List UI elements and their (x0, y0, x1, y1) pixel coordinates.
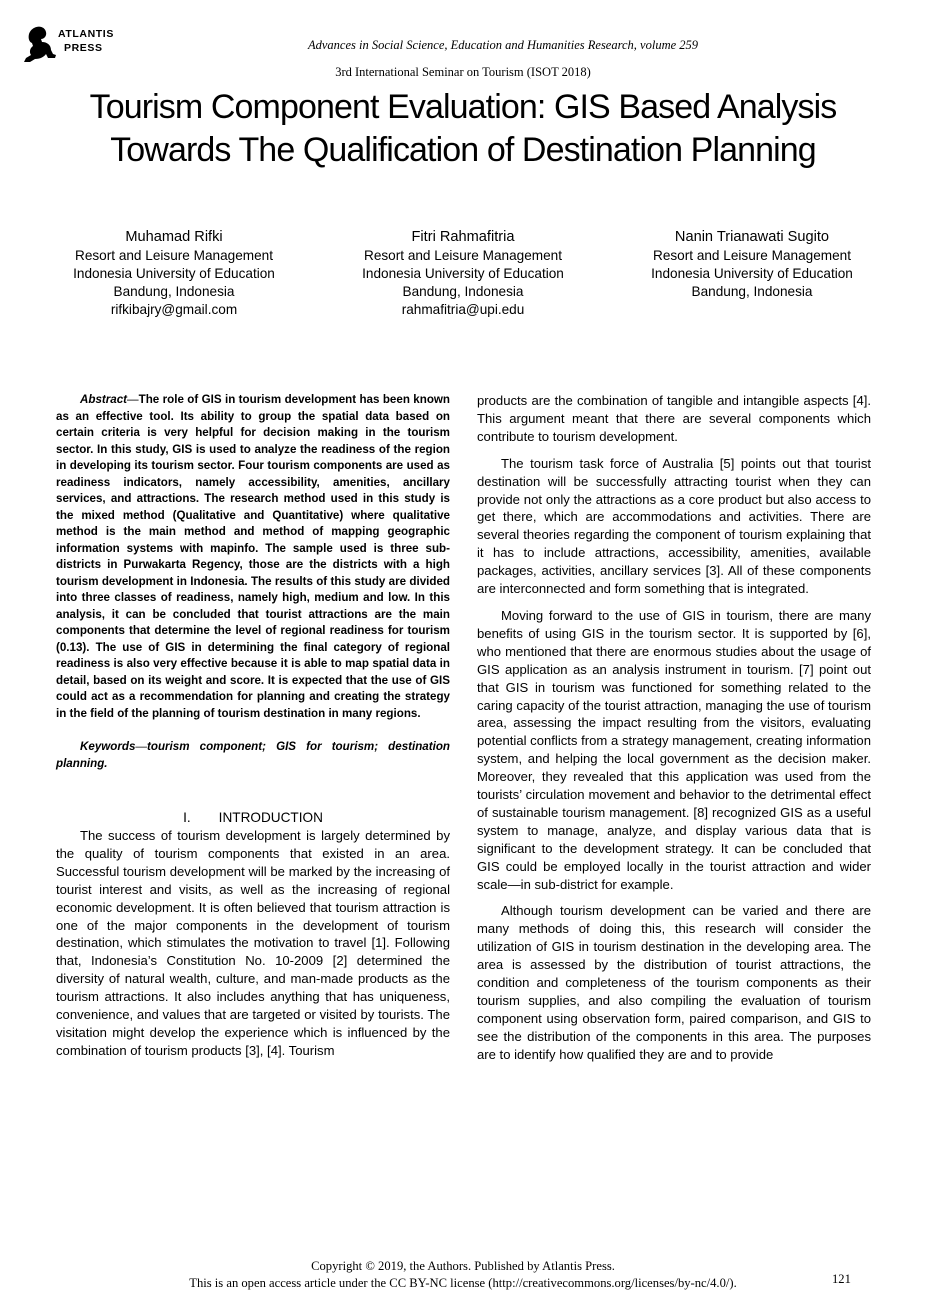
left-column (56, 392, 450, 1060)
page-number: 121 (832, 1272, 851, 1286)
logo-line-2: PRESS (64, 42, 103, 54)
author-university: Indonesia University of Education (651, 266, 853, 281)
body-paragraph: The success of tourism development is largely determined by the quality of tourism components that existed in an area. Successful tourism development will be marked by the increasing of tourist interest and visits, as well as the increasing of regional economic development. It is often believed that tourism attraction is one of the major components in the development of tourism destination, which stimulates the motivation to travel [1]. Following that, Indonesia’s Constitution No. 10-2009 [2] determined the diversity of natural wealth, culture, and man-made products as the tourism attractions. It also includes anything that has uniqueness, convenience, and values that are targeted or visited by tourists. The visitation might develop the experience which is influenced by the combination of tourism products [3], [4]. Tourism (56, 828, 450, 1058)
page-footer (0, 1258, 926, 1291)
section-heading (56, 809, 450, 827)
title-line-1: Tourism Component Evaluation: GIS Based Analysis (89, 88, 837, 126)
logo-line-1: ATLANTIS (58, 28, 114, 40)
author-department: Resort and Leisure Management (653, 248, 851, 263)
keywords-label: Keywords (80, 740, 136, 753)
author-department: Resort and Leisure Management (75, 248, 273, 263)
keywords (56, 739, 450, 772)
keywords-dash: — (135, 740, 148, 753)
abstract-text: The role of GIS in tourism development has been known as an effective tool. Its ability to group the spatial data based on certain criteria is very helpful for decision making in the tourism sector. In this study, GIS is used to analyze the readiness of the region in developing its tourism sector. Four tourism components are used as readiness indicators, namely accessibility, amenities, ancillary services, and attractions. The research method used in this study is the mixed method (Qualitative and Quantitative) where qualitative method is the main method and method of mapping geographic information systems with mapinfo. The sample used is three sub-districts in Purwakarta Regency, those are the districts with a high tourism development in Indonesia. The results of this study are divided into three classes of readiness, namely high, medium and low. In this analysis, it can be concluded that tourist attractions are the main components that determine the level of regional readiness for tourism (0.13). The use of GIS in determining the final category of regional readiness is also very effective because it is able to map spatial data in detail, based on its weight and score. It is expected that the use of GIS could act as a recommendation for planning and creating the strategy in the field of the planning of tourism destination in many regions. (56, 393, 450, 720)
author-university: Indonesia University of Education (73, 266, 275, 281)
author-block-1 (44, 228, 304, 319)
author-city: Bandung, Indonesia (691, 284, 813, 299)
abstract-dash: — (127, 393, 139, 406)
abstract-label: Abstract (80, 393, 128, 406)
title-line-2: Towards The Qualification of Destination Planning (110, 131, 816, 169)
license-line: This is an open access article under the CC BY-NC license (http://creativecommons.org/licenses/by-nc/4.0/). (189, 1275, 737, 1290)
journal-name: Advances in Social Science, Education and Humanities Research, volume 259 (307, 38, 699, 52)
author-name: Fitri Rahmafitria (411, 229, 515, 245)
author-email: rifkibajry@gmail.com (110, 302, 238, 317)
author-department: Resort and Leisure Management (364, 248, 562, 263)
author-city: Bandung, Indonesia (113, 284, 235, 299)
section-number: I. (183, 810, 191, 825)
author-block-3 (622, 228, 882, 301)
body-paragraph: The tourism task force of Australia [5] points out that tourist destination will be successfully attracting tourist when they can provide not only the attractions as a core product but also access to get there, which are accommodations and activities. There are several theories regarding the component of tourism explaining that it has to include attractions, accessibility, amenities, available packages, activities, ancillary services [3]. All of these components are interconnected and form something that is integrated. (477, 455, 871, 597)
author-name: Nanin Trianawati Sugito (674, 229, 830, 245)
author-name: Muhamad Rifki (125, 229, 223, 245)
author-city: Bandung, Indonesia (402, 284, 524, 299)
conference-name: 3rd International Seminar on Tourism (ISOT 2018) (335, 65, 591, 79)
paper-title (20, 86, 906, 172)
right-column (477, 392, 871, 1064)
copyright-line: Copyright © 2019, the Authors. Published by Atlantis Press. (311, 1259, 615, 1273)
abstract (56, 392, 450, 722)
body-paragraph: products are the combination of tangible and intangible aspects [4]. This argument meant that there are several components which contribute to tourism development. (477, 393, 871, 444)
body-paragraph: Although tourism development can be varied and there are many methods of doing this, this research will consider the utilization of GIS in tourism destination in the developing area. The area is assessed by the distribution of tourist attractions, the condition and completeness of the tourism components as their tourism supplies, and also compiling the evaluation of tourism component using observation form, paired comparison, and GIS to see the distribution of the components in this area. The purposes are to identify how qualified they are and to provide (477, 903, 871, 1062)
section-title: INTRODUCTION (218, 810, 323, 825)
author-block-2 (333, 228, 593, 319)
author-email: rahmafitria@upi.edu (401, 302, 525, 317)
author-university: Indonesia University of Education (362, 266, 564, 281)
body-paragraph: Moving forward to the use of GIS in tourism, there are many benefits of using GIS in the tourism sector. It is supported by [6], who mentioned that there are enormous studies about the usage of GIS application as an analysis instrument in tourism. [7] point out that GIS in tourism was functioned for something related to the caring capacity of the tourist attraction, managing the use of tourism area, assessing the impact resulting from the visitors, evaluating potential conflicts from a strategy management, creating information system, and helping the local government as the decision maker. Moreover, they revealed that this application was used from the tourists’ circulation movement and behavior to the detrimental effect of sustainable tourism management. [8] recognized GIS as a useful system to manage, analyze, and display various data that is significant to the development strategy. It can be concluded that GIS could be employed locally in the tourist attraction and wider scale—in sub-district for example. (477, 607, 871, 892)
keywords-text: tourism component; GIS for tourism; destination planning. (56, 740, 450, 770)
